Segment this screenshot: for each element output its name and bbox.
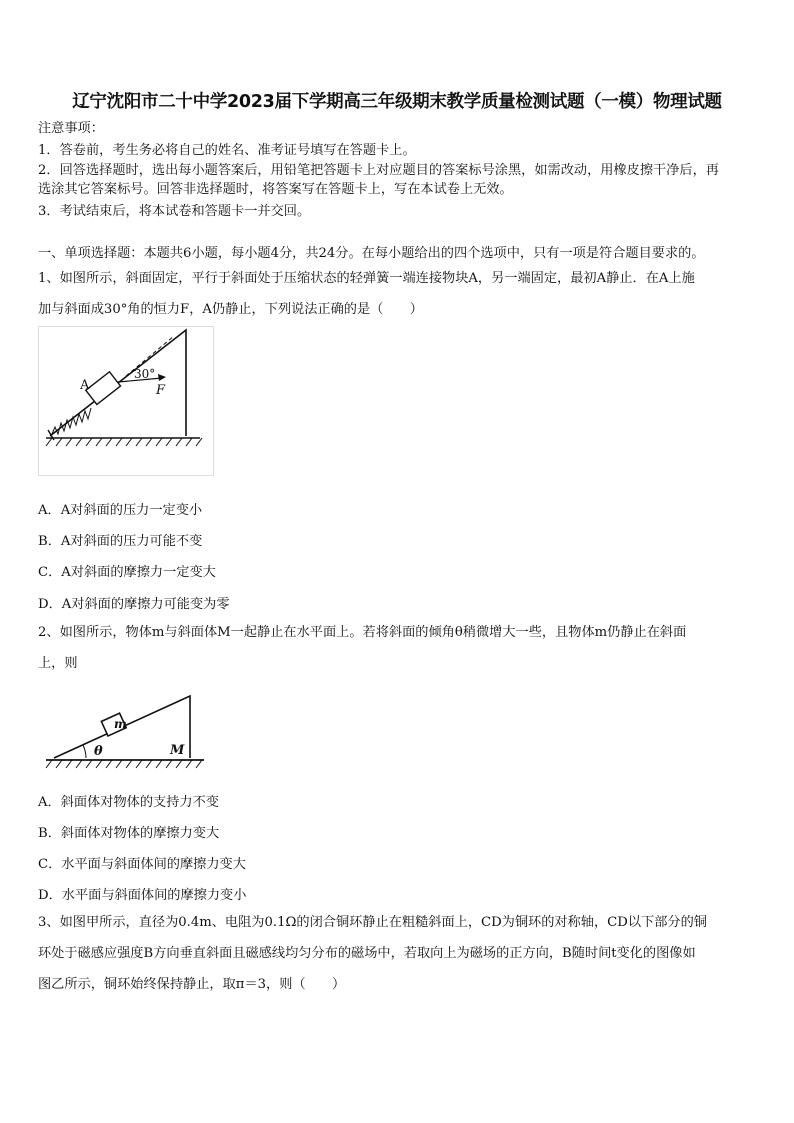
- notice-item: 1．答卷前，考生务必将自己的姓名、准考证号填写在答题卡上。: [38, 143, 416, 158]
- section-heading: 一、单项选择题：本题共6小题，每小题4分，共24分。在每小题给出的四个选项中，只有一项是符合题目要求的。: [38, 246, 705, 261]
- question-1-stem: 加与斜面成30°角的恒力F，A仍静止，下列说法正确的是（ ）: [38, 302, 423, 317]
- notice-item: 选涂其它答案标号。回答非选择题时，将答案写在答题卡上，写在本试卷上无效。: [38, 182, 513, 197]
- question-1-option: C．A对斜面的摩擦力一定变大: [38, 565, 216, 580]
- question-1-option: B．A对斜面的压力可能不变: [38, 534, 203, 549]
- question-1-option: D．A对斜面的摩擦力可能变为零: [38, 597, 230, 612]
- theta-label: θ: [94, 744, 103, 759]
- question-2-stem: 2、如图所示，物体m与斜面体M一起静止在水平面上。若将斜面的倾角θ稍微增大一些，且物体m仍静止在斜面: [38, 625, 687, 640]
- question-2-option: A．斜面体对物体的支持力不变: [38, 795, 219, 810]
- question-3-stem: 环处于磁感应强度B方向垂直斜面且磁感线均匀分布的磁场中，若取向上为磁场的正方向，B随时间t变化的图像如: [38, 946, 696, 961]
- question-2-figure: [42, 688, 212, 772]
- question-3-stem: 3、如图甲所示，直径为0.4m、电阻为0.1Ω的闭合铜环静止在粗糙斜面上，CD为铜环的对称轴，CD以下部分的铜: [38, 915, 707, 930]
- question-3-stem: 图乙所示，铜环始终保持静止，取π＝3，则（ ）: [38, 977, 346, 992]
- question-2-option: C．水平面与斜面体间的摩擦力变大: [38, 857, 246, 872]
- question-2-option: B．斜面体对物体的摩擦力变大: [38, 826, 220, 841]
- notice-item: 3．考试结束后，将本试卷和答题卡一并交回。: [38, 204, 311, 219]
- notice-heading: 注意事项：: [38, 121, 104, 136]
- mass-m-label: m: [114, 717, 127, 731]
- question-2-option: D．水平面与斜面体间的摩擦力变小: [38, 888, 247, 903]
- question-2-stem: 上，则: [38, 656, 78, 671]
- force-f-label: F: [156, 383, 166, 398]
- wedge-m-label: M: [170, 743, 185, 758]
- page-title: 辽宁沈阳市二十中学2023届下学期高三年级期末教学质量检测试题（一模）物理试题: [72, 92, 722, 112]
- notice-item: 2．回答选择题时，选出每小题答案后，用铅笔把答题卡上对应题目的答案标号涂黑，如需改动，用橡皮擦干净后，再: [38, 163, 719, 178]
- angle-label: 30°: [134, 367, 156, 381]
- question-1-figure: [38, 326, 214, 476]
- question-1-stem: 1、如图所示，斜面固定，平行于斜面处于压缩状态的轻弹簧一端连接物块A，另一端固定，最初A静止．在A上施: [38, 271, 695, 286]
- question-1-option: A．A对斜面的压力一定变小: [38, 503, 203, 518]
- block-a-label: A: [80, 378, 90, 393]
